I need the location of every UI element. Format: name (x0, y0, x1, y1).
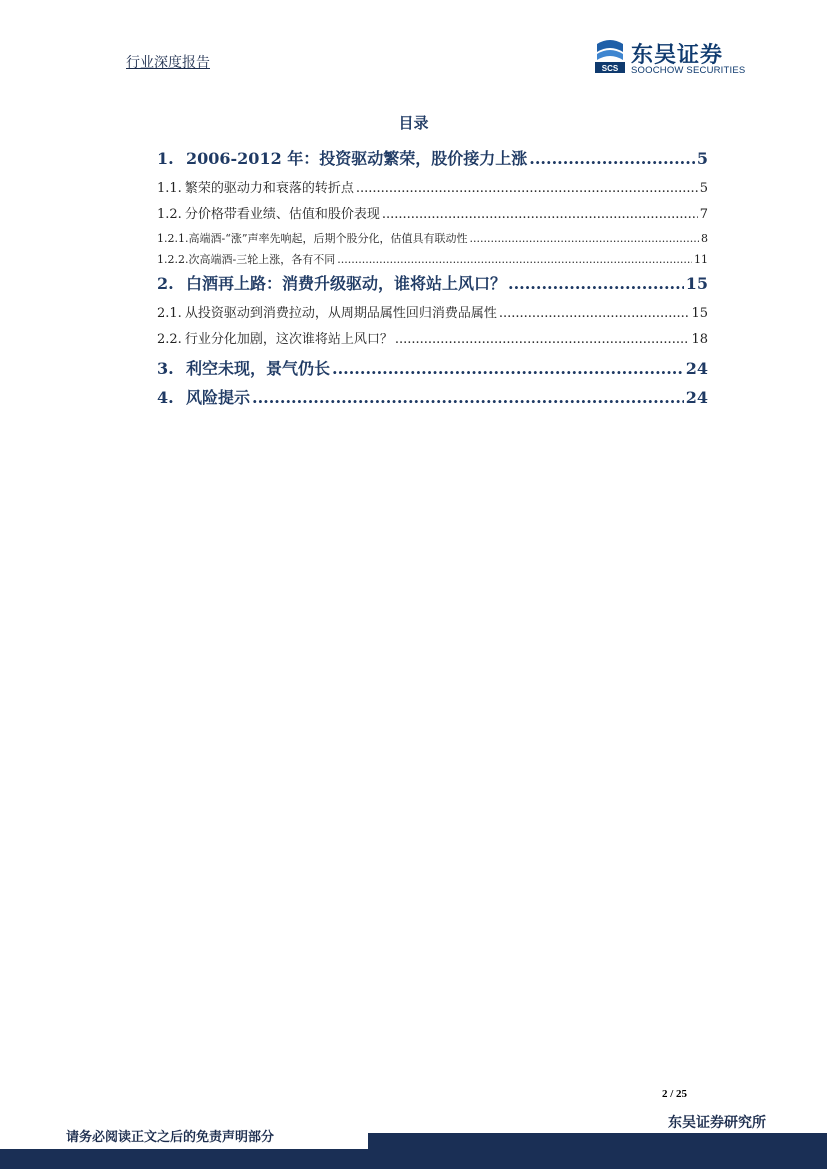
toc-entry-page: 8 (701, 232, 708, 245)
footer-band (0, 1150, 827, 1169)
toc-entry-page: 11 (694, 253, 708, 266)
toc-entry-text: 风险提示 (186, 388, 251, 407)
toc-entry-text: 次高端酒-三轮上涨，各有不同 (188, 253, 336, 266)
toc-entry-text: 利空未现，景气仍长 (186, 359, 331, 378)
toc-entry[interactable] (157, 302, 708, 321)
toc-entry-number: 1.1. (157, 181, 182, 196)
toc-entry-text: 分价格带看业绩、估值和股价表现 (184, 207, 380, 222)
toc-entry[interactable] (157, 230, 708, 246)
logo-name-cn: 东吴证券 (631, 43, 724, 68)
toc-entry-number: 1.2.1. (157, 232, 189, 245)
toc-entry-text: 白酒再上路：消费升级驱动，谁将站上风口？ (186, 274, 507, 293)
toc-entry-text: 2006-2012 年：投资驱动繁荣，股价接力上涨 (186, 149, 528, 168)
toc-entry-page: 18 (691, 332, 708, 347)
toc-entry-number: 2.1. (157, 306, 182, 321)
disclaimer-notice: 请务必阅读正文之后的免责声明部分 (66, 1130, 275, 1145)
report-type-label: 行业深度报告 (126, 55, 210, 71)
toc-entry-number: 3. (157, 359, 174, 378)
toc-leader-dots (332, 359, 684, 378)
toc-leader-dots (356, 181, 698, 196)
page-number: 2 / 25 (662, 1088, 688, 1100)
company-logo (593, 38, 763, 78)
toc-entry-page: 5 (699, 181, 708, 196)
toc-leader-dots (499, 306, 690, 321)
toc-leader-dots (382, 207, 698, 222)
toc-entry[interactable] (157, 328, 708, 347)
toc-entry-number: 4. (157, 388, 174, 407)
toc-entry-text: 繁荣的驱动力和衰落的转折点 (184, 181, 354, 196)
toc-entry-page: 24 (685, 359, 708, 378)
toc-leader-dots (508, 274, 684, 293)
footer-rule (368, 1133, 827, 1150)
toc-entry[interactable] (157, 203, 708, 222)
svg-text:SCS: SCS (601, 64, 619, 73)
toc-entry-text: 高端酒-“涨”声率先响起，后期个股分化，估值具有联动性 (188, 232, 468, 245)
toc-entry-text: 行业分化加剧，这次谁将站上风口？ (184, 332, 393, 347)
toc-entry-page: 15 (685, 274, 708, 293)
toc-leader-dots (395, 332, 690, 347)
toc-entry-number: 2. (157, 274, 174, 293)
toc-entry-number: 1. (157, 149, 174, 168)
toc-entry[interactable] (157, 146, 708, 169)
toc-entry[interactable] (157, 385, 708, 408)
toc-leader-dots (469, 232, 699, 245)
toc-entry-page: 5 (696, 149, 708, 168)
toc-entry-number: 1.2.2. (157, 253, 189, 266)
toc-entry-text: 从投资驱动到消费拉动，从周期品属性回归消费品属性 (184, 306, 497, 321)
toc-entry-page: 7 (699, 207, 708, 222)
toc-leader-dots (252, 388, 684, 407)
toc-entry[interactable] (157, 177, 708, 196)
scs-logo-icon (593, 38, 627, 74)
toc-entry[interactable] (157, 251, 708, 267)
toc-title: 目录 (398, 114, 429, 132)
toc-entry-page: 24 (685, 388, 708, 407)
footer-organization: 东吴证券研究所 (668, 1115, 766, 1131)
toc-entry-number: 2.2. (157, 332, 182, 347)
toc-entry-page: 15 (691, 306, 708, 321)
toc-leader-dots (337, 253, 692, 266)
toc-entry-number: 1.2. (157, 207, 182, 222)
logo-name-en: SOOCHOW SECURITIES (631, 65, 746, 76)
toc-entry[interactable] (157, 356, 708, 379)
toc-leader-dots (529, 149, 695, 168)
toc-entry[interactable] (157, 271, 708, 294)
